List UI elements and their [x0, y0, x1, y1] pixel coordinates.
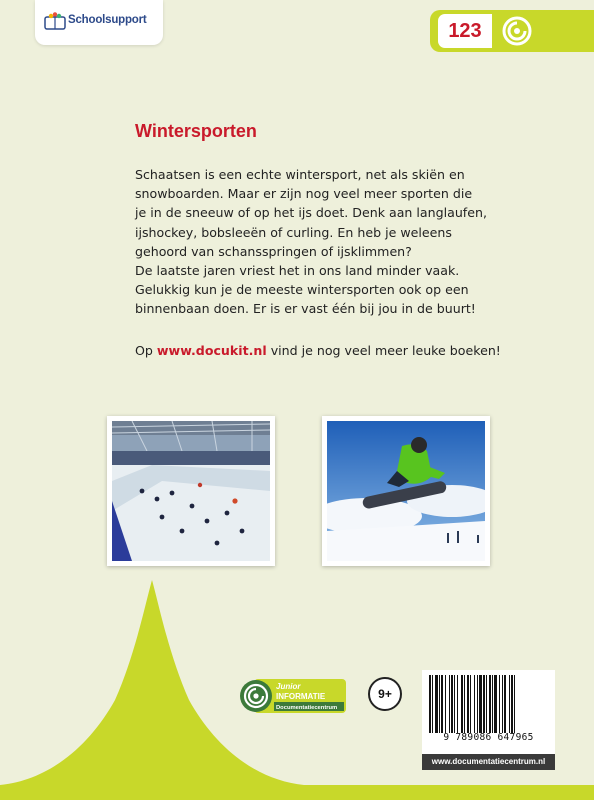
- barcode-bar: [492, 675, 493, 733]
- barcode-bar: [439, 675, 440, 733]
- body-line: je in de sneeuw of op het ijs doet. Denk aan langlaufen,: [135, 205, 487, 221]
- barcode-bar: [479, 675, 482, 733]
- barcode-bar: [467, 675, 469, 733]
- barcode-bar: [499, 675, 500, 733]
- spiral-icon: [502, 16, 532, 46]
- barcode-bar: [429, 675, 431, 733]
- body-line: binnenbaan doen. Er is er vast één bij jou in de buurt!: [135, 301, 476, 317]
- body-line: De laatste jaren vriest het in ons land minder vaak.: [135, 263, 460, 279]
- promo-suffix: vind je nog veel meer leuke boeken!: [266, 343, 501, 358]
- junior-informatie-logo: [240, 677, 348, 715]
- barcode-bar: [483, 675, 485, 733]
- barcode-bar: [432, 675, 433, 733]
- article-body: [135, 165, 535, 319]
- publisher-url[interactable]: www.documentatiecentrum.nl: [422, 754, 555, 770]
- promo-line: [135, 341, 501, 360]
- barcode-bar: [511, 675, 513, 733]
- brand-name: Schoolsupport: [68, 14, 147, 26]
- barcode-bar: [477, 675, 478, 733]
- body-line: ijshockey, bobsleeën of curling. En heb je weleens: [135, 224, 452, 240]
- barcode-bar: [489, 675, 491, 733]
- promo-prefix: Op: [135, 343, 157, 358]
- barcode-bar: [449, 675, 450, 733]
- barcode-bars: [428, 675, 549, 733]
- barcode-bar: [514, 675, 515, 733]
- barcode-bar: [435, 675, 438, 733]
- isbn-digits: 9 789086 647965: [443, 732, 534, 743]
- barcode-bar: [457, 675, 458, 733]
- barcode-bar: [470, 675, 471, 733]
- barcode-bar: [454, 675, 455, 733]
- barcode-bar: [451, 675, 453, 733]
- body-line: snowboarden. Maar er zijn nog veel meer sporten die: [135, 186, 473, 202]
- barcode-bar: [504, 675, 506, 733]
- logo-line3: Documentatiecentrum: [276, 705, 338, 711]
- isbn-barcode: [422, 670, 555, 754]
- barcode-bar: [445, 675, 446, 733]
- logo-line1: Junior: [276, 682, 301, 691]
- barcode-bar: [502, 675, 503, 733]
- barcode-bar: [441, 675, 443, 733]
- barcode-bar: [461, 675, 463, 733]
- page-number: 123: [448, 20, 482, 42]
- body-line: gehoord van schansspringen of ijsklimmen?: [135, 243, 412, 259]
- body-line: Schaatsen is een echte wintersport, net als skiën en: [135, 167, 465, 182]
- body-line: Gelukkig kun je de meeste wintersporten ook op een: [135, 282, 469, 298]
- article-title: Wintersporten: [135, 121, 257, 141]
- barcode-bar: [474, 675, 475, 733]
- barcode-bar: [509, 675, 510, 733]
- book-icon: [44, 11, 66, 31]
- logo-line2: INFORMATIE: [276, 692, 326, 701]
- snowboard-photo: [322, 416, 490, 566]
- barcode-bar: [494, 675, 497, 733]
- barcode-bar: [464, 675, 465, 733]
- age-badge: 9+: [368, 677, 402, 711]
- schoolsupport-logo[interactable]: [35, 0, 163, 45]
- barcode-bar: [486, 675, 487, 733]
- ice-rink-photo: [107, 416, 275, 566]
- docukit-link[interactable]: www.docukit.nl: [156, 343, 267, 358]
